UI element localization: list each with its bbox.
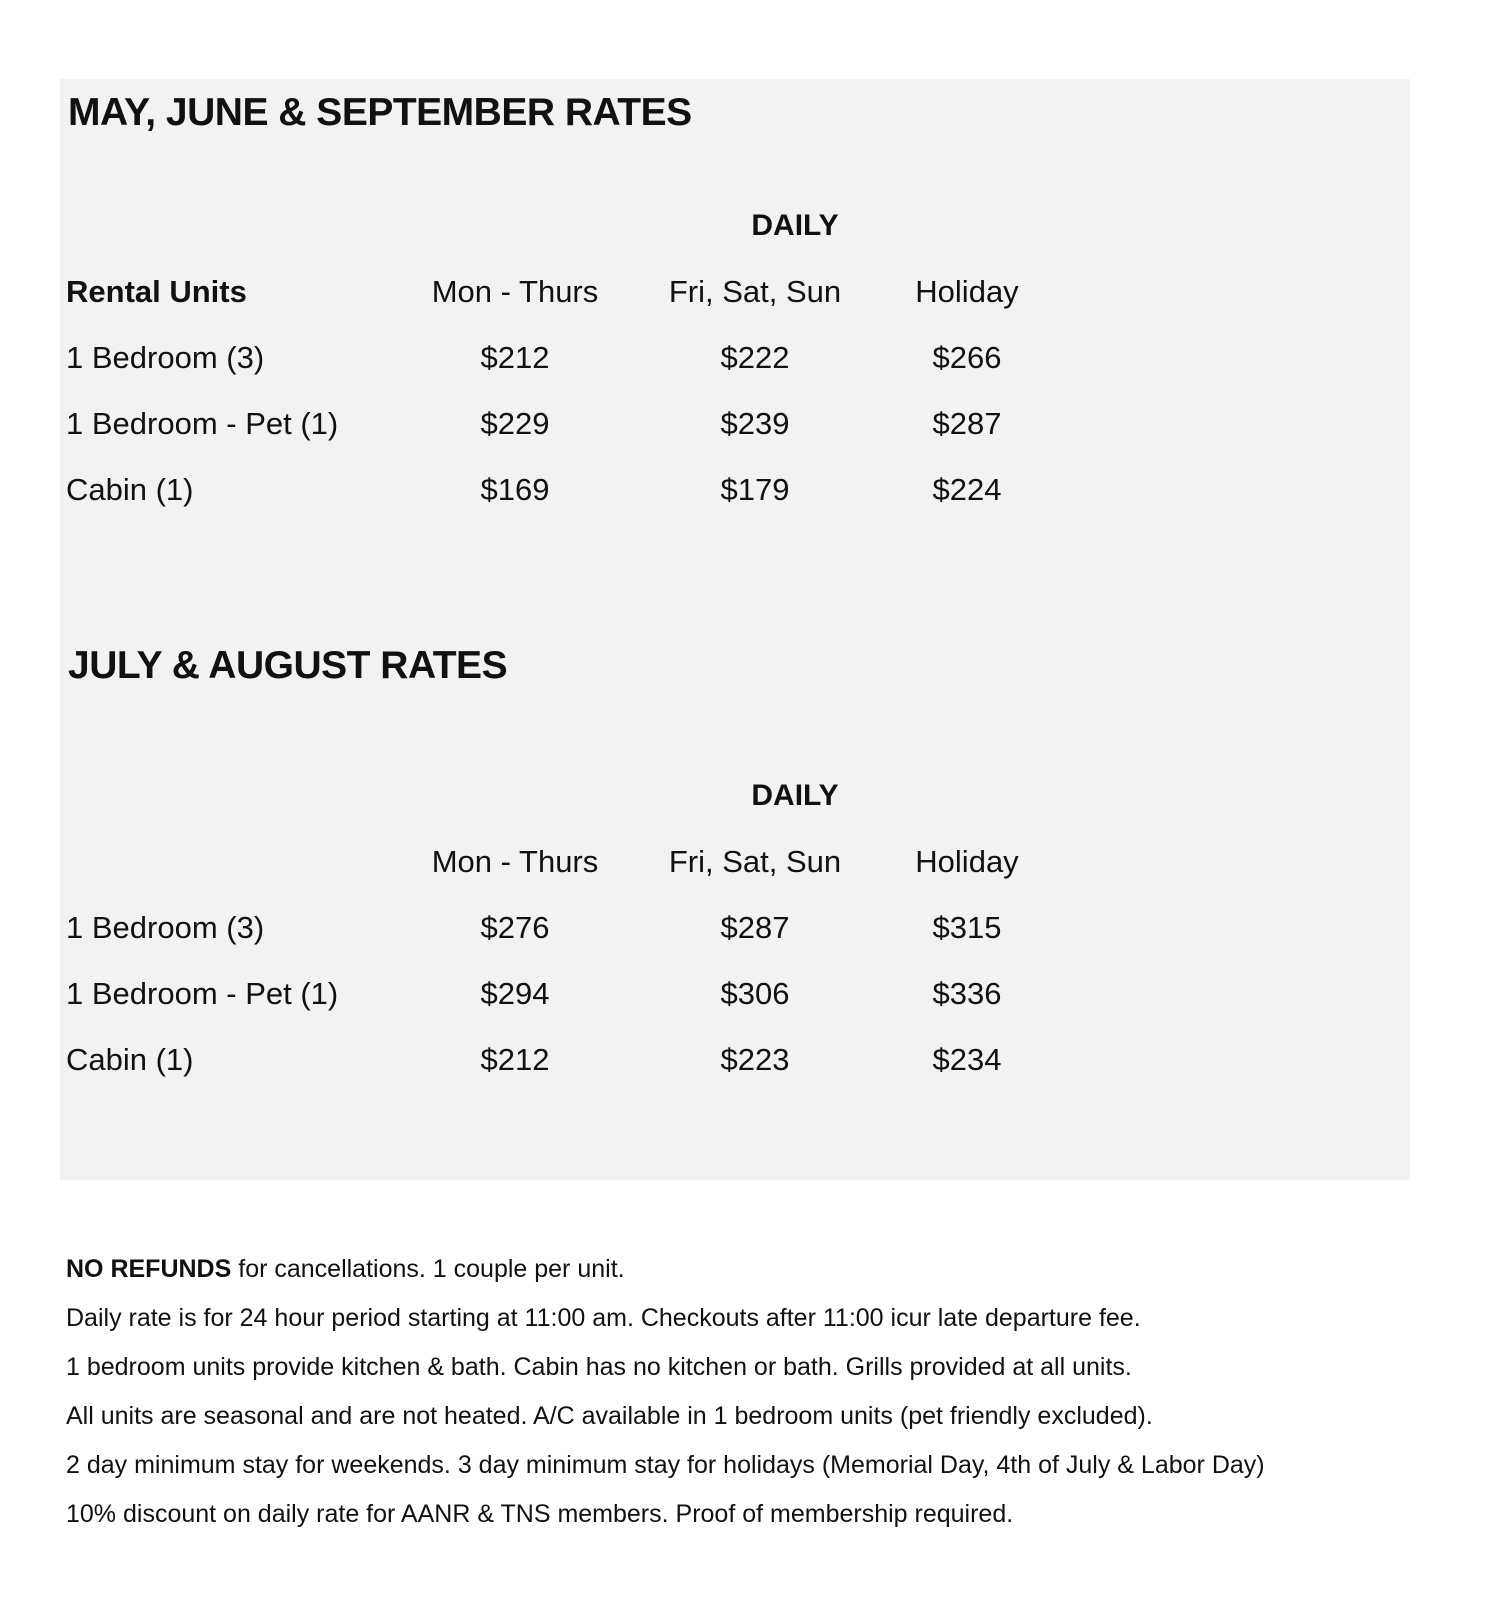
no-refunds-label: NO REFUNDS xyxy=(66,1255,232,1283)
rates-panel xyxy=(60,79,1410,1180)
column-header-holiday: Holiday xyxy=(915,274,1019,309)
july-august-title: JULY & AUGUST RATES xyxy=(68,644,508,687)
rate-holiday: $287 xyxy=(932,406,1002,441)
rate-mon-thurs: $169 xyxy=(480,472,550,507)
rate-holiday: $224 xyxy=(932,472,1002,507)
policy-notes xyxy=(66,1245,1466,1539)
unit-name: 1 Bedroom - Pet (1) xyxy=(66,406,339,441)
discount-note: 10% discount on daily rate for AANR & TNS members. Proof of membership required. xyxy=(66,1500,1014,1528)
seasonal-note: All units are seasonal and are not heated. A/C available in 1 bedroom units (pet friendly excluded). xyxy=(66,1402,1153,1430)
unit-name: 1 Bedroom - Pet (1) xyxy=(66,976,339,1011)
refund-policy-text: for cancellations. 1 couple per unit. xyxy=(231,1255,625,1283)
rate-mon-thurs: $276 xyxy=(480,910,550,945)
column-header-fri-sat-sun: Fri, Sat, Sun xyxy=(668,844,842,879)
rate-mon-thurs: $212 xyxy=(480,340,550,375)
rate-mon-thurs: $212 xyxy=(480,1042,550,1077)
column-header-mon-thurs: Mon - Thurs xyxy=(431,844,599,879)
column-header-rental-units: Rental Units xyxy=(66,274,247,309)
rate-mon-thurs: $229 xyxy=(480,406,550,441)
rate-holiday: $315 xyxy=(932,910,1002,945)
column-header-fri-sat-sun: Fri, Sat, Sun xyxy=(668,274,842,309)
rate-fri-sat-sun: $222 xyxy=(720,340,790,375)
unit-name: 1 Bedroom (3) xyxy=(66,910,265,945)
rate-mon-thurs: $294 xyxy=(480,976,550,1011)
unit-name: Cabin (1) xyxy=(66,1042,194,1077)
unit-name: 1 Bedroom (3) xyxy=(66,340,265,375)
rate-fri-sat-sun: $179 xyxy=(720,472,790,507)
daily-label: DAILY xyxy=(751,209,839,242)
amenities-note: 1 bedroom units provide kitchen & bath. Cabin has no kitchen or bath. Grills provided at all units. xyxy=(66,1353,1132,1381)
column-header-mon-thurs: Mon - Thurs xyxy=(431,274,599,309)
unit-name: Cabin (1) xyxy=(66,472,194,507)
refund-policy-note xyxy=(66,1245,1466,1294)
rate-fri-sat-sun: $239 xyxy=(720,406,790,441)
rate-holiday: $266 xyxy=(932,340,1002,375)
rate-fri-sat-sun: $306 xyxy=(720,976,790,1011)
rate-holiday: $336 xyxy=(932,976,1002,1011)
daily-label: DAILY xyxy=(751,779,839,812)
rate-fri-sat-sun: $287 xyxy=(720,910,790,945)
column-header-holiday: Holiday xyxy=(915,844,1019,879)
rate-holiday: $234 xyxy=(932,1042,1002,1077)
rate-fri-sat-sun: $223 xyxy=(720,1042,790,1077)
minimum-stay-note: 2 day minimum stay for weekends. 3 day minimum stay for holidays (Memorial Day, 4th of July & Labor Day) xyxy=(66,1451,1265,1479)
may-june-september-title: MAY, JUNE & SEPTEMBER RATES xyxy=(68,91,692,134)
checkout-note: Daily rate is for 24 hour period starting at 11:00 am. Checkouts after 11:00 icur late departure fee. xyxy=(66,1304,1141,1332)
